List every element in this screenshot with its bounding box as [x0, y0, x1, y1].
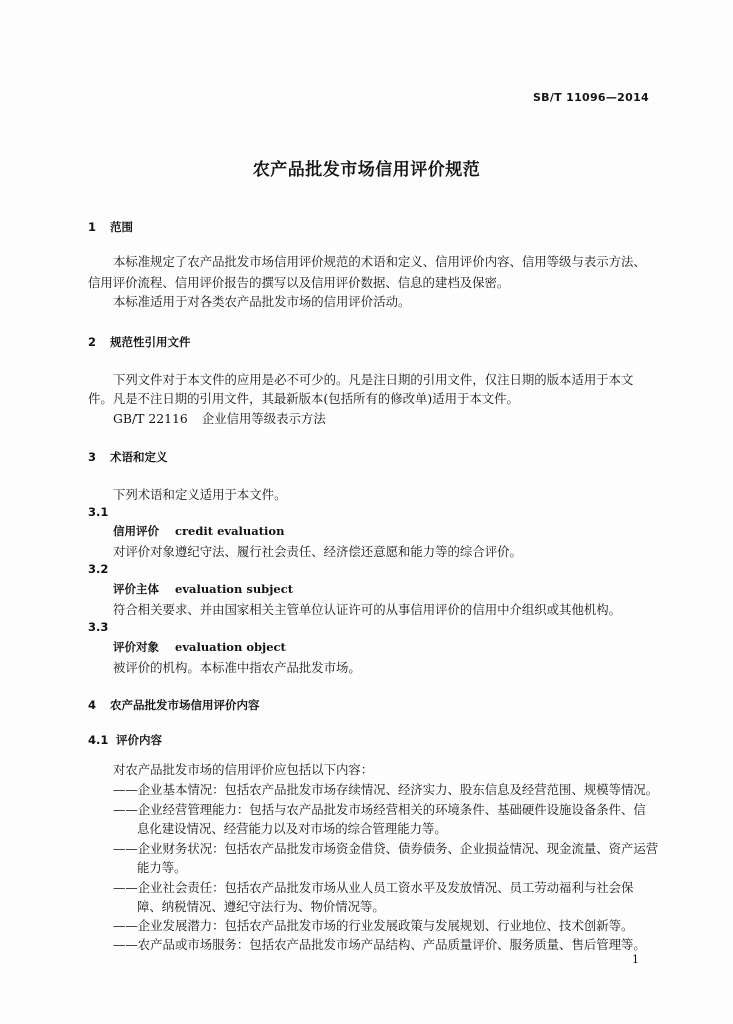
section-title: 农产品批发市场信用评价内容	[110, 698, 260, 712]
document-title: 农产品批发市场信用评价规范	[252, 160, 481, 180]
section-number: 2	[88, 335, 97, 349]
section-3-heading	[88, 449, 168, 465]
list-item-continuation: 息化建设情况、经营能力以及对市场的综合管理能力等。	[137, 821, 447, 836]
section-number: 1	[88, 220, 97, 234]
term-chinese: 信用评价	[113, 524, 159, 538]
section-2-heading	[88, 334, 191, 350]
subsection-number: 4.1	[88, 733, 109, 747]
term-number: 3.2	[88, 562, 109, 576]
section-title: 术语和定义	[110, 450, 168, 464]
list-item-continuation: 障、纳税情况、遵纪守法行为、物价情况等。	[137, 899, 385, 914]
list-item: ——企业基本情况：包括农产品批发市场存续情况、经济实力、股东信息及经营范围、规模等情况。	[113, 782, 659, 797]
s1-paragraph-1-line-1: 本标准规定了农产品批发市场信用评价规范的术语和定义、信用评价内容、信用等级与表示方法、	[113, 254, 646, 269]
list-item: ——企业经营管理能力：包括与农产品批发市场经营相关的环境条件、基础硬件设施设备条件、信	[113, 802, 646, 817]
subsection-title: 评价内容	[116, 733, 162, 747]
term-definition: 被评价的机构。本标准中指农产品批发市场。	[113, 660, 361, 675]
section-title: 范围	[110, 220, 133, 234]
reference-title: 企业信用等级表示方法	[201, 411, 326, 426]
s2-paragraph-line-1: 下列文件对于本文件的应用是必不可少的。凡是注日期的引用文件，仅注日期的版本适用于本文	[113, 372, 634, 387]
section-title: 规范性引用文件	[110, 335, 191, 349]
page-number: 1	[632, 953, 639, 966]
term-heading	[113, 523, 284, 539]
s4-intro: 对农产品批发市场的信用评价应包括以下内容：	[113, 762, 374, 777]
term-number: 3.3	[88, 620, 109, 634]
s1-paragraph-2: 本标准适用于对各类农产品批发市场的信用评价活动。	[113, 294, 411, 309]
list-item-continuation: 能力等。	[137, 860, 187, 875]
section-number: 3	[88, 450, 97, 464]
term-english: evaluation subject	[175, 582, 294, 596]
list-item: ——企业发展潜力：包括农产品批发市场的行业发展政策与发展规划、行业地位、技术创新等。	[113, 918, 634, 933]
subsection-4-1-heading	[88, 732, 162, 748]
normative-reference	[113, 409, 326, 427]
s2-paragraph-line-2: 件。凡是不注日期的引用文件，其最新版本(包括所有的修改单)适用于本文件。	[88, 391, 519, 406]
term-chinese: 评价主体	[113, 582, 159, 596]
term-chinese: 评价对象	[113, 640, 159, 654]
list-item: ——农产品或市场服务：包括农产品批发市场产品结构、产品质量评价、服务质量、售后管理等。	[113, 937, 646, 952]
s3-intro: 下列术语和定义适用于本文件。	[113, 487, 287, 502]
term-english: evaluation object	[175, 640, 286, 654]
term-english: credit evaluation	[175, 524, 285, 538]
list-item: ——企业财务状况：包括农产品批发市场资金借贷、债券债务、企业损益情况、现金流量、资产运营	[113, 841, 659, 856]
term-definition: 对评价对象遵纪守法、履行社会责任、经济偿还意愿和能力等的综合评价。	[113, 544, 522, 559]
standard-number: SB/T 11096—2014	[532, 91, 649, 104]
section-1-heading	[88, 219, 133, 235]
s1-paragraph-1-line-2: 信用评价流程、信用评价报告的撰写以及信用评价数据、信息的建档及保密。	[88, 275, 510, 290]
term-heading	[113, 639, 286, 655]
section-4-heading	[88, 697, 260, 713]
term-number: 3.1	[88, 505, 109, 519]
term-definition: 符合相关要求、并由国家相关主管单位认证许可的从事信用评价的信用中介组织或其他机构。	[113, 602, 622, 617]
list-item: ——企业社会责任：包括农产品批发市场从业人员工资水平及发放情况、员工劳动福利与社会保	[113, 880, 634, 895]
term-heading	[113, 581, 293, 597]
section-number: 4	[88, 698, 97, 712]
reference-code: GB/T 22116	[113, 411, 188, 426]
